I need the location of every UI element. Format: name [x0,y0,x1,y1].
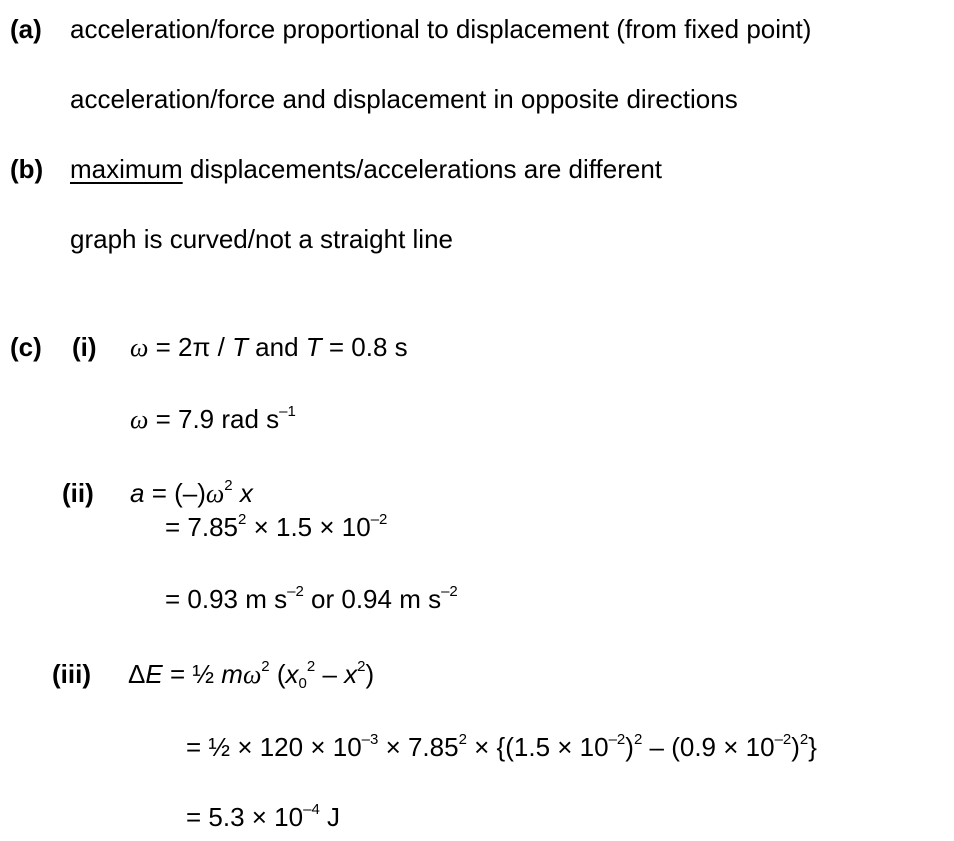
omega-symbol: ω [242,660,262,689]
c-iii-eq2-part: × 7.85 [378,732,459,762]
delta-symbol: Δ [128,659,146,689]
c-ii-equation-1 [130,478,253,509]
c-iii-eq2-part: = ½ × 120 × 10 [186,732,362,762]
acceleration-symbol: a [130,478,145,508]
omega-symbol: ω [130,333,149,362]
c-ii-eq1-part: = (–) [144,478,206,508]
c-iii-equation-3 [186,802,340,832]
exponent: 2 [357,658,366,675]
period-symbol: T [232,332,248,362]
c-i-equation-2 [130,404,296,435]
c-iii-eq2-part: } [808,732,817,762]
c-ii-eq3-part: or 0.94 m s [303,584,442,614]
exponent: –1 [279,403,296,420]
exponent: –2 [441,583,458,600]
label-c-i: (i) [72,332,97,362]
c-ii-equation-3 [165,584,458,614]
exponent: 2 [238,511,247,528]
exponent: 2 [306,658,316,675]
c-iii-eq3-part: J [319,802,341,832]
exponent: 2 [261,658,270,675]
label-c: (c) [10,332,42,362]
label-c-ii: (ii) [62,478,94,508]
paren: ) [365,659,375,689]
exponent: –3 [361,731,379,748]
c-iii-eq2-part: ) [791,732,800,762]
c-ii-equation-2 [165,512,387,542]
exponent: 2 [799,731,809,748]
label-b: (b) [10,154,44,184]
c-i-eq1-value: = 0.8 s [321,332,408,362]
part-b-line-1-rest: displacements/accelerations are different [182,154,663,184]
omega-symbol: ω [130,405,149,434]
minus-sign: – [315,659,345,689]
c-iii-eq2-part: ) [625,732,634,762]
exponent: –2 [774,731,792,748]
omega-symbol: ω [205,479,225,508]
paren: ( [269,659,286,689]
c-i-eq2-value: = 7.9 rad s [148,404,280,434]
c-iii-eq3-part: = 5.3 × 10 [186,802,304,832]
displacement-symbol: x [232,478,253,508]
exponent: –2 [287,583,304,600]
part-b-line-1 [70,154,662,184]
label-c-iii: (iii) [52,659,91,689]
part-a-line-1: acceleration/force proportional to displacement (from fixed point) [70,14,812,44]
amplitude-symbol: x [285,659,299,689]
subscript: 0 [298,675,307,692]
exponent: 2 [458,731,467,748]
c-ii-eq3-part: = 0.93 m s [165,584,288,614]
exponent: –4 [303,801,320,818]
energy-symbol: E [145,659,163,689]
c-ii-eq2-part: = 7.85 [165,512,239,542]
c-iii-eq1-part: = ½ [162,659,222,689]
displacement-symbol: x [344,659,358,689]
exponent: –2 [608,731,626,748]
c-i-eq1-part: = 2π / [148,332,233,362]
underlined-maximum: maximum [70,154,183,184]
c-i-equation-1 [130,332,408,363]
c-iii-equation-2 [186,732,817,762]
label-a: (a) [10,14,42,44]
mass-symbol: m [221,659,243,689]
part-a-line-2: acceleration/force and displacement in opposite directions [70,84,738,114]
part-b-line-2: graph is curved/not a straight line [70,224,453,254]
exponent: –2 [370,511,388,528]
exponent: 2 [633,731,643,748]
c-i-eq1-and: and [247,332,306,362]
c-ii-eq2-part: × 1.5 × 10 [246,512,371,542]
c-iii-equation-1 [128,659,374,690]
c-iii-eq2-part: × {(1.5 × 10 [466,732,609,762]
period-symbol: T [305,332,322,362]
c-iii-eq2-part: – (0.9 × 10 [642,732,775,762]
exponent: 2 [224,477,233,494]
